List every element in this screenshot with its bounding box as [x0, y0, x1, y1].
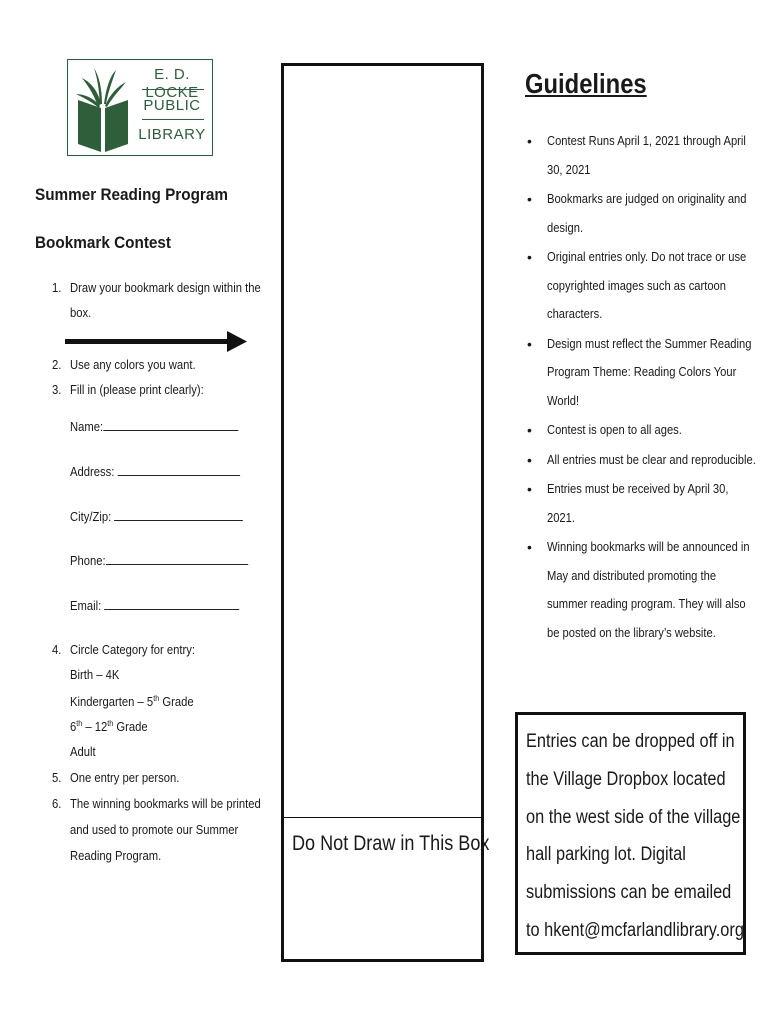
email-field[interactable]: [70, 597, 239, 613]
cat3-text-a: 6: [70, 720, 77, 735]
name-blank[interactable]: [103, 418, 238, 431]
cat2-text-b: Grade: [159, 695, 194, 710]
email-blank[interactable]: [104, 597, 239, 610]
phone-blank[interactable]: [106, 552, 248, 565]
guideline-item: [527, 330, 757, 416]
address-field[interactable]: [70, 463, 240, 479]
cat2-text-a: Kindergarten – 5: [70, 695, 154, 710]
item-5-number: 5.: [52, 771, 62, 785]
logo-line-3: LIBRARY: [138, 126, 206, 143]
cityzip-label: City/Zip:: [70, 510, 112, 524]
logo-line-2: PUBLIC: [143, 97, 201, 114]
contest-subtitle: Bookmark Contest: [35, 233, 172, 252]
item-6-line-3: Reading Program.: [70, 849, 162, 863]
item-6-line-1: The winning bookmarks will be printed: [70, 797, 261, 811]
program-title: Summer Reading Program: [35, 185, 229, 204]
address-blank[interactable]: [118, 463, 240, 476]
item-3-text: Fill in (please print clearly):: [70, 383, 204, 397]
guideline-item: [527, 185, 757, 242]
guideline-text: • Contest is open to all ages.: [547, 422, 682, 437]
cat3-sup-2: th: [107, 719, 114, 728]
item-5-text: One entry per person.: [70, 771, 180, 785]
guideline-text: • Original entries only. Do not trace or use copyrighted images such as cartoon characters.: [547, 249, 747, 321]
guideline-text: • All entries must be clear and reproducible.: [547, 451, 756, 467]
guideline-item: [527, 416, 757, 445]
item-6-line-2: and used to promote our Summer: [70, 823, 239, 837]
guideline-item: [527, 533, 757, 647]
guideline-text: • Bookmarks are judged on originality and design.: [547, 191, 747, 235]
cat2-sup: th: [153, 694, 160, 703]
item-2-number: 2.: [52, 358, 62, 372]
dropbox-notice: [515, 712, 746, 955]
guideline-item: [527, 127, 757, 184]
logo-rule-1: [142, 89, 204, 90]
open-book-leaf-icon: [72, 64, 134, 154]
cityzip-field[interactable]: [70, 508, 243, 524]
cityzip-blank[interactable]: [114, 508, 243, 521]
item-1-line-1: Draw your bookmark design within the: [70, 281, 261, 295]
box-divider: [284, 817, 481, 818]
guideline-text: • Entries must be received by April 30, 2021.: [547, 481, 729, 525]
guideline-item: [527, 475, 757, 532]
phone-field[interactable]: [70, 552, 248, 568]
guidelines-title: Guidelines: [525, 68, 647, 99]
guideline-text: • Winning bookmarks will be announced in May and distributed promoting the summer reading program. They will also be posted on the library’s website.: [547, 539, 750, 640]
arrow-right-icon: [65, 330, 247, 354]
guideline-item: [527, 243, 757, 329]
guidelines-list: [527, 127, 757, 648]
item-6-number: 6.: [52, 797, 62, 811]
library-logo: [67, 59, 213, 156]
phone-label: Phone:: [70, 554, 106, 568]
guideline-text: • Contest Runs April 1, 2021 through April 30, 2021: [547, 133, 746, 177]
cat3-text-b: – 12: [82, 720, 108, 735]
category-6th-12th[interactable]: [70, 719, 148, 734]
address-label: Address:: [70, 465, 115, 479]
category-adult[interactable]: Adult: [70, 745, 96, 759]
item-1-number: 1.: [52, 281, 62, 295]
logo-rule-2: [142, 119, 204, 120]
name-field[interactable]: [70, 418, 238, 434]
category-kindergarten-5th[interactable]: [70, 694, 194, 709]
dropbox-text: Entries can be dropped off in the Village Dropbox located on the west side of the village hall parking lot. Digital submissions can be emailed to hkent@mcfarlandlibrary.org: [526, 731, 744, 941]
logo-line-1: E. D. LOCKE: [145, 66, 199, 101]
item-1-line-2: box.: [70, 306, 92, 320]
do-not-draw-label: Do Not Draw in This Box: [292, 832, 490, 855]
item-3-number: 3.: [52, 383, 62, 397]
category-birth-4k[interactable]: Birth – 4K: [70, 668, 120, 682]
guideline-item: [527, 446, 757, 475]
email-label: Email:: [70, 599, 102, 613]
item-4-number: 4.: [52, 643, 62, 657]
item-2-text: Use any colors you want.: [70, 358, 196, 372]
item-4-text: Circle Category for entry:: [70, 643, 196, 657]
guideline-text: • Design must reflect the Summer Reading Program Theme: Reading Colors Your World!: [547, 335, 752, 408]
cat3-sup-1: th: [76, 719, 83, 728]
cat3-text-c: Grade: [113, 720, 148, 735]
bookmark-drawing-box[interactable]: [281, 63, 490, 962]
name-label: Name:: [70, 420, 104, 434]
